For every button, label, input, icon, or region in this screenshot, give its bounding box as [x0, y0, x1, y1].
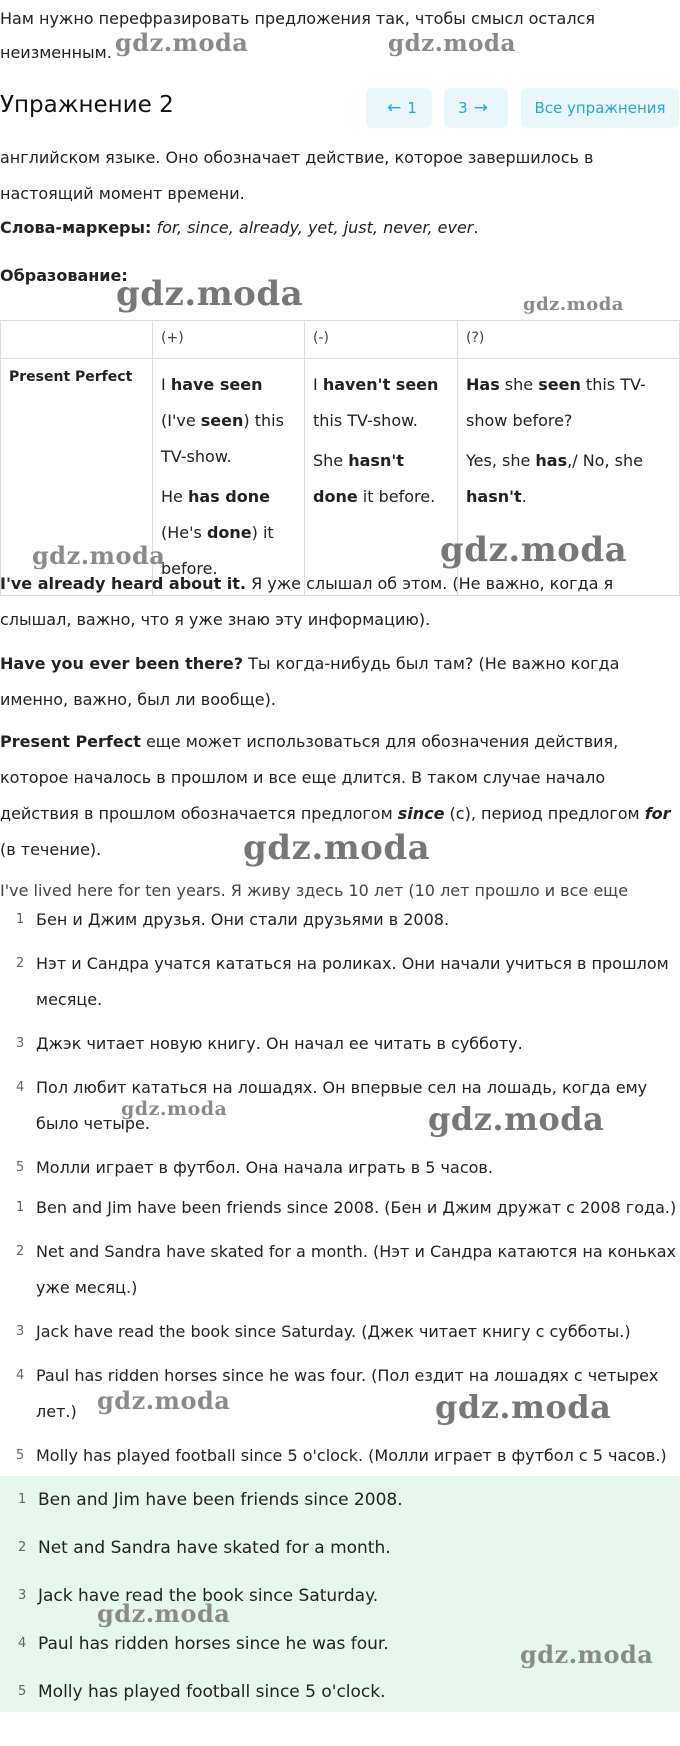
- arrow-right-icon: →: [473, 98, 488, 118]
- example-2: Have you ever been there? Ты когда-нибудь был там? (Не важно когда именно, важно, был ли вообще).: [0, 654, 620, 709]
- since-for-paragraph: Present Perfect еще может использоваться для обозначения действия, которое началось в прошлом и все еще длится. В таком случае начало действия в прошлом обозначается предлогом since (с), период предлогом for (в течение).: [0, 732, 671, 859]
- watermark: gdz.moda: [435, 1388, 612, 1426]
- table-header-minus: (-): [305, 321, 458, 359]
- arrow-left-icon: ←: [387, 98, 402, 118]
- list-item: 4 Пол любит кататься на лошадях. Он впервые сел на лошадь, когда ему было четыре.: [16, 1078, 648, 1133]
- list-item: 2 Net and Sandra have skated for a month. (Нэт и Сандра катаются на коньках уже месяц.): [16, 1242, 677, 1297]
- next-exercise-label: 3: [458, 99, 468, 117]
- page-title: Упражнение 2: [0, 92, 174, 118]
- watermark: gdz.moda: [243, 828, 431, 868]
- watermark: gdz.moda: [388, 30, 516, 57]
- watermark: gdz.moda: [523, 294, 624, 315]
- table-cell-plus: I have seen (I've seen) this TV-show. He has done (He's done) it before.: [153, 359, 305, 596]
- markers-label: Слова-маркеры:: [0, 218, 152, 237]
- table-cell-minus: I haven't seen this TV-show. She hasn't done it before.: [305, 359, 458, 596]
- intro-text: Нам нужно перефразировать предложения так, чтобы смысл остался неизменным.: [0, 9, 595, 62]
- table-header-plus: (+): [153, 321, 305, 359]
- answer-box: [0, 1476, 680, 1712]
- table-header-question: (?): [458, 321, 680, 359]
- all-exercises-button[interactable]: [521, 88, 679, 128]
- theory-paragraph: английском языке. Оно обозначает действие, которое завершилось в настоящий момент времени.: [0, 148, 594, 203]
- watermark: gdz.moda: [116, 274, 304, 314]
- markers-line: Слова-маркеры: for, since, already, yet, just, never, ever.: [0, 218, 479, 237]
- watermark: gdz.moda: [440, 530, 628, 570]
- tasks-list: [0, 902, 680, 1186]
- list-item: 4 Paul has ridden horses since he was four.: [18, 1634, 389, 1654]
- watermark: gdz.moda: [97, 1386, 231, 1415]
- formation-label: Образование:: [0, 266, 128, 285]
- table-header-empty: [1, 321, 153, 359]
- all-exercises-label: Все упражнения: [534, 99, 666, 117]
- list-item: 5 Молли играет в футбол. Она начала играть в 5 часов.: [16, 1158, 493, 1177]
- watermark: gdz.moda: [97, 1599, 231, 1628]
- prev-exercise-button[interactable]: [366, 88, 432, 128]
- list-item: 3 Джэк читает новую книгу. Он начал ее читать в субботу.: [16, 1034, 523, 1053]
- table-row-label: Present Perfect: [1, 359, 153, 596]
- list-item: 2 Net and Sandra have skated for a month.: [18, 1538, 391, 1558]
- table-header-row: [1, 321, 680, 359]
- table-row: [1, 359, 680, 596]
- watermark: gdz.moda: [428, 1100, 605, 1138]
- list-item: 3 Jack have read the book since Saturday.: [18, 1586, 379, 1606]
- list-item: 5 Molly has played football since 5 o'clock. (Молли играет в футбол с 5 часов.): [16, 1446, 667, 1465]
- list-item: 4 Paul has ridden horses since he was four. (Пол ездит на лошадях с четырех лет.): [16, 1366, 659, 1421]
- example-1: I've already heard about it. Я уже слышал об этом. (Не важно, когда я слышал, важно, что я уже знаю эту информацию).: [0, 574, 614, 629]
- answers-translation-list: [0, 1190, 680, 1474]
- markers-list: for, since, already, yet, just, never, ever: [156, 218, 474, 237]
- watermark: gdz.moda: [32, 541, 166, 570]
- list-item: 1 Бен и Джим друзья. Они стали друзьями в 2008.: [16, 910, 450, 929]
- exercise-header: [0, 88, 680, 130]
- formation-line: [0, 258, 675, 294]
- prev-exercise-label: 1: [407, 99, 417, 117]
- cut-off-example: I've lived here for ten years. Я живу здесь 10 лет (10 лет прошло и все еще: [0, 881, 629, 900]
- list-item: 1 Ben and Jim have been friends since 2008.: [18, 1490, 403, 1510]
- list-item: 3 Jack have read the book since Saturday. (Джек читает книгу с субботы.): [16, 1322, 631, 1341]
- next-exercise-button[interactable]: [444, 88, 508, 128]
- table-cell-question: Has she seen this TV-show before? Yes, she has,/ No, she hasn't.: [458, 359, 680, 596]
- watermark: gdz.moda: [520, 1640, 654, 1669]
- list-item: 5 Molly has played football since 5 o'clock.: [18, 1682, 386, 1702]
- watermark: gdz.moda: [121, 1098, 228, 1120]
- list-item: 2 Нэт и Сандра учатся кататься на роликах. Они начали учиться в прошлом месяце.: [16, 954, 669, 1009]
- grammar-table: [0, 320, 680, 596]
- watermark: gdz.moda: [115, 28, 249, 57]
- list-item: 1 Ben and Jim have been friends since 2008. (Бен и Джим дружат с 2008 года.): [16, 1198, 677, 1217]
